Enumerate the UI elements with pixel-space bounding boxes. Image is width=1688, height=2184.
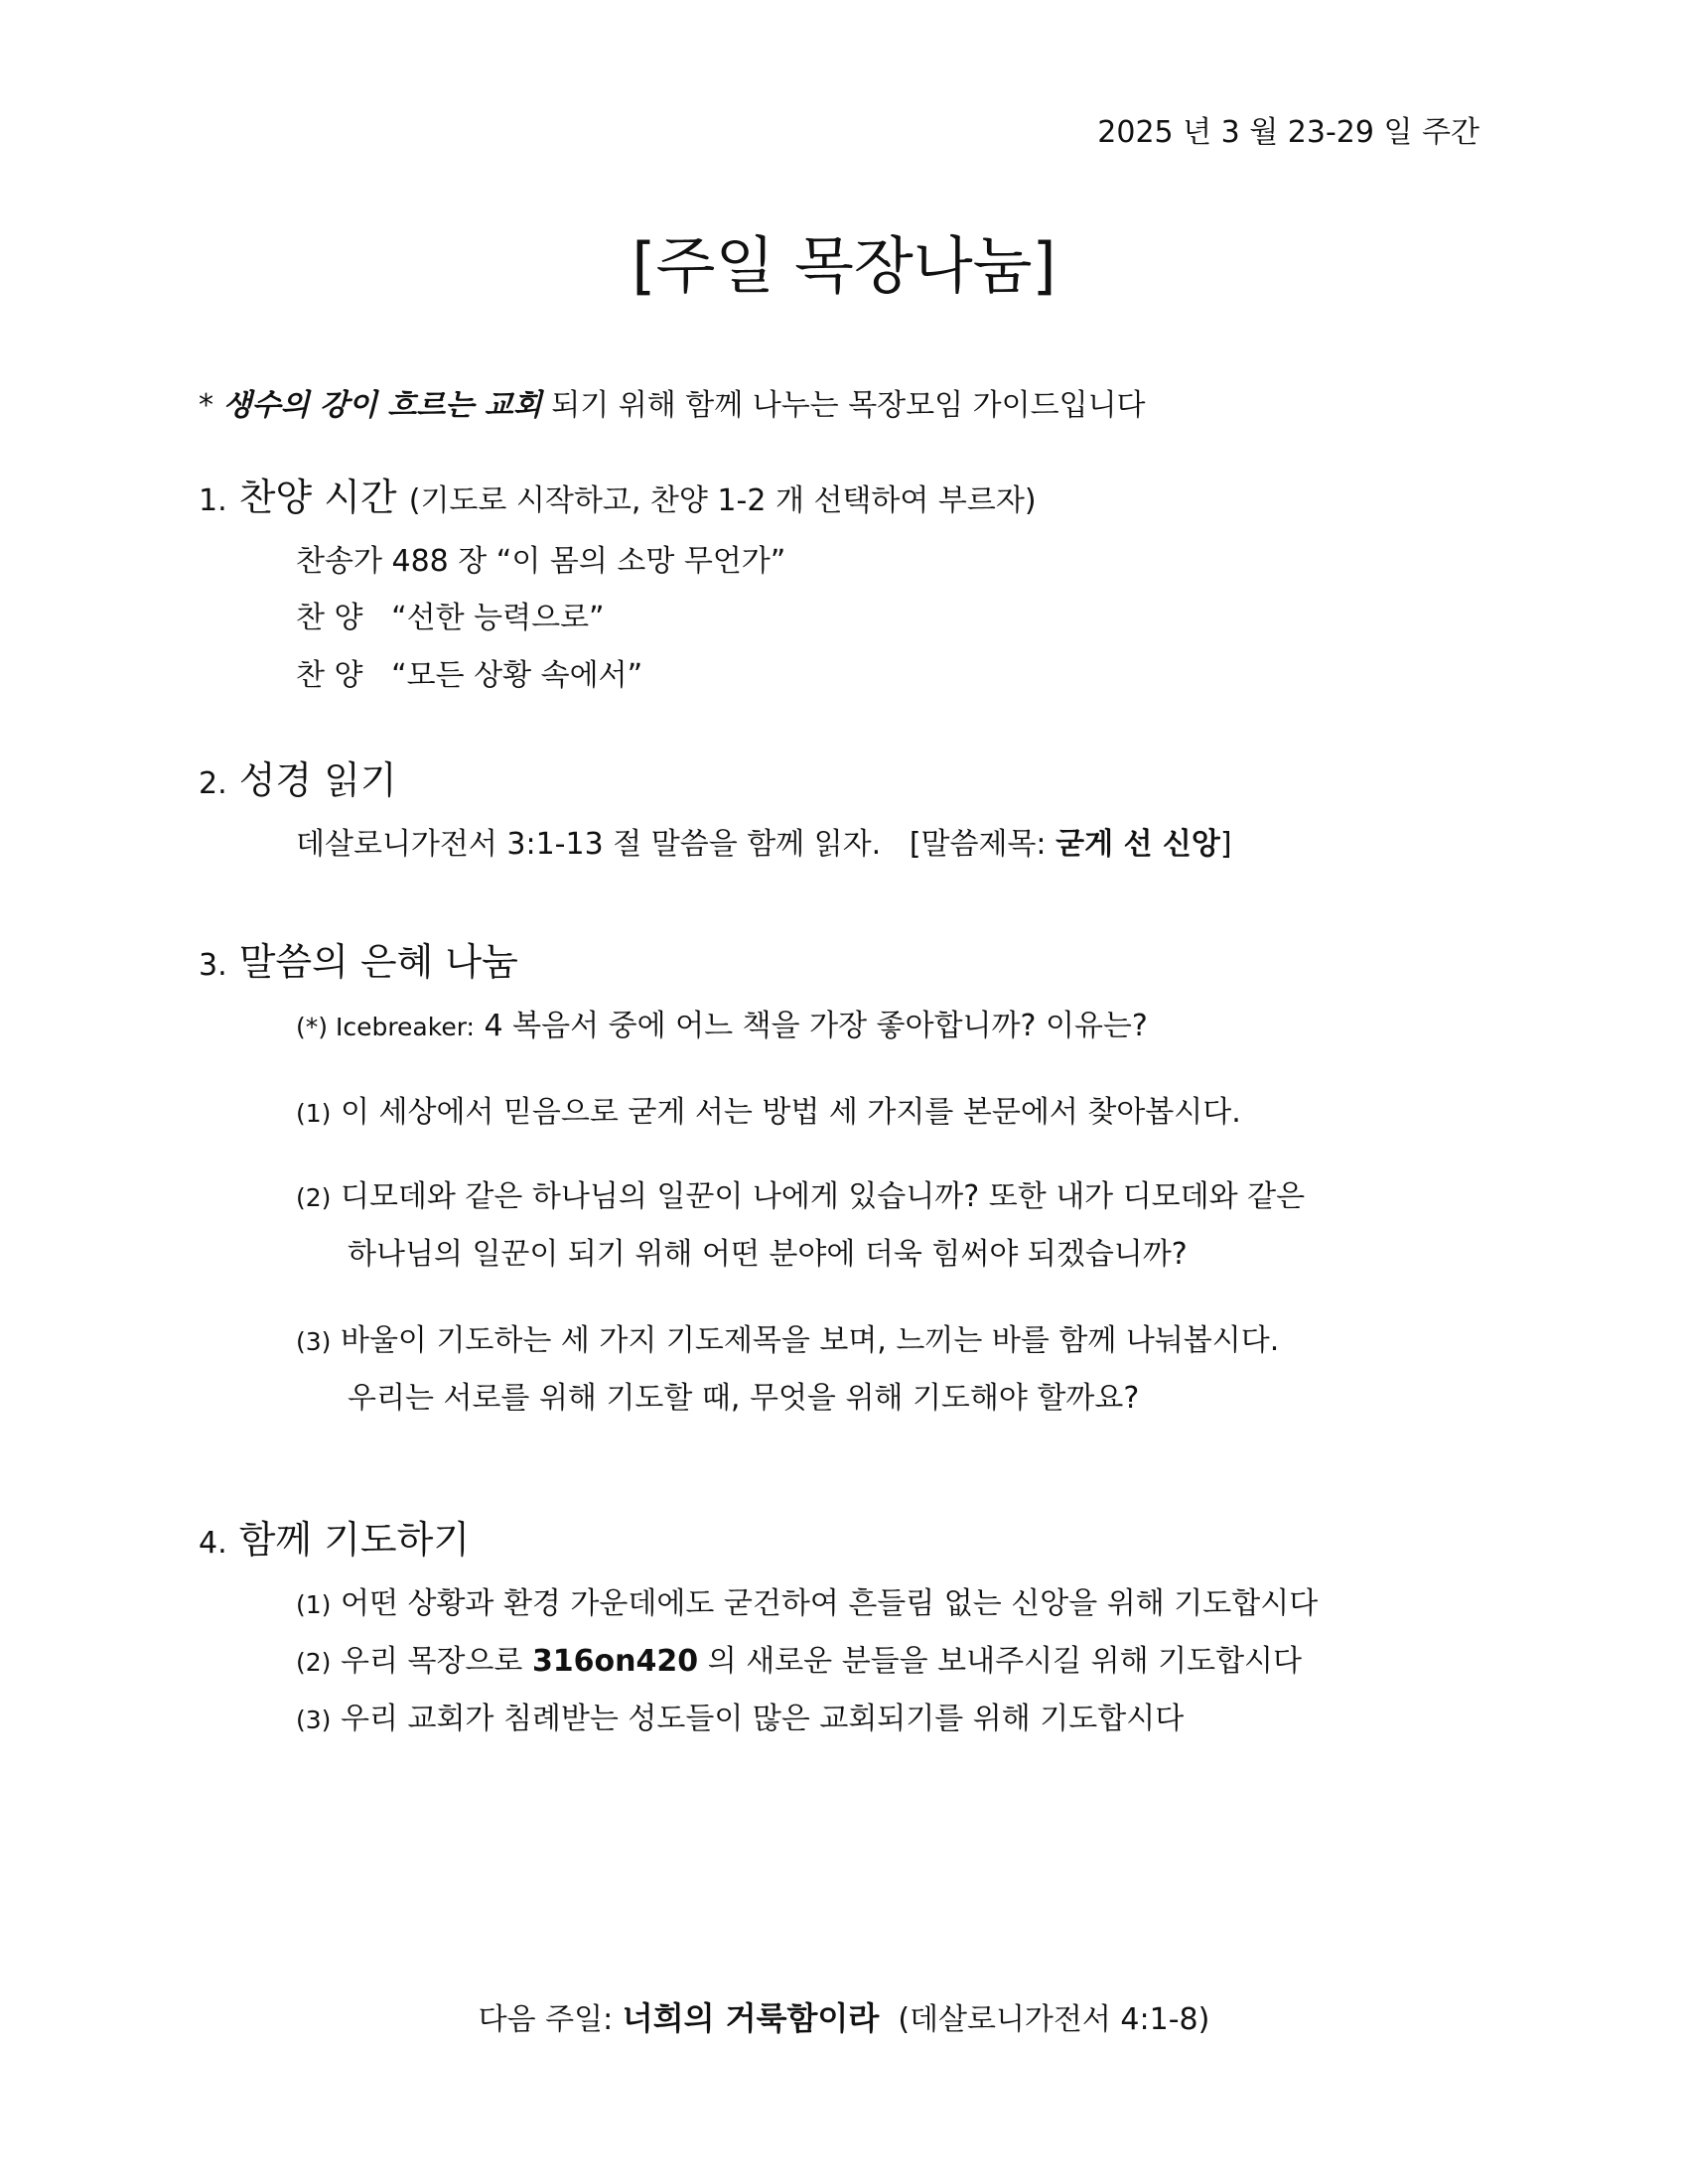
intro-line [199, 380, 1146, 424]
scripture-reading [296, 819, 1232, 863]
section-4-title: 함께 기도하기 [238, 1518, 471, 1562]
intro-emphasis: 생수의 강이 흐르는 교회 [222, 388, 542, 423]
section-2-heading [199, 750, 397, 804]
next-scripture-reference: (데살로니가전서 4:1-8) [898, 2002, 1210, 2037]
intro-text: 되기 위해 함께 나누는 목장모임 가이드입니다 [551, 388, 1146, 423]
section-3-title: 말씀의 은혜 나눔 [238, 940, 518, 984]
week-date: 2025 년 3 월 23-29 일 주간 [1097, 115, 1479, 150]
question-3-continued: 우리는 서로를 위해 기도할 때, 무엇을 위해 기도해야 할까요? [348, 1381, 1140, 1416]
next-sunday [0, 1993, 1688, 2039]
section-4-number: 4. [199, 1526, 227, 1561]
question-2-continued: 하나님의 일꾼이 되기 위해 어떤 분야에 더욱 힘써야 되겠습니까? [348, 1237, 1188, 1272]
icebreaker-question: 4 복음서 중에 어느 책을 가장 좋아합니까? 이유는? [484, 1009, 1148, 1043]
prayer-text: 우리 교회가 침례받는 성도들이 많은 교회되기를 위해 기도합시다 [340, 1702, 1185, 1736]
section-3-heading [199, 931, 518, 986]
intro-bullet: * [199, 388, 213, 423]
prayer-group-name: 316on420 [531, 1644, 699, 1679]
page-title: [주일 목장나눔] [632, 229, 1056, 302]
next-sunday-label: 다음 주일: [478, 2002, 614, 2037]
question-3 [296, 1315, 1279, 1359]
reading-text: 데살로니가전서 3:1-13 절 말씀을 함께 읽자. [296, 827, 882, 862]
question-1 [296, 1087, 1241, 1131]
prayer-2 [296, 1636, 1302, 1680]
icebreaker [296, 1001, 1148, 1044]
sermon-title: 굳게 선 신앙 [1055, 827, 1220, 862]
prayer-number: (3) [296, 1706, 332, 1734]
question-number: (1) [296, 1099, 332, 1128]
icebreaker-label: (*) Icebreaker: [296, 1013, 475, 1041]
prayer-text-end: 의 새로운 분들을 보내주시길 위해 기도합시다 [707, 1644, 1303, 1679]
section-2-title: 성경 읽기 [238, 758, 397, 802]
prayer-text: 어떤 상황과 환경 가운데에도 굳건하여 흔들림 없는 신앙을 위해 기도합시다 [340, 1586, 1319, 1621]
question-text: 디모데와 같은 하나님의 일꾼이 나에게 있습니까? 또한 내가 디모데와 같은 [340, 1179, 1306, 1214]
question-text: 바울이 기도하는 세 가지 기도제목을 보며, 느끼는 바를 함께 나눠봅시다. [340, 1323, 1280, 1358]
prayer-number: (2) [296, 1648, 332, 1677]
section-1-heading [199, 467, 1037, 521]
prayer-3 [296, 1694, 1184, 1737]
section-1-number: 1. [199, 483, 227, 518]
next-sermon-title: 너희의 거룩함이라 [622, 1999, 880, 2037]
hymn-line: 찬송가 488 장 “이 몸의 소망 무언가” [296, 544, 786, 579]
question-number: (3) [296, 1327, 332, 1356]
praise-song-2: 찬 양 “모든 상황 속에서” [296, 658, 643, 693]
question-text: 이 세상에서 믿음으로 굳게 서는 방법 세 가지를 본문에서 찾아봅시다. [340, 1095, 1241, 1130]
prayer-text: 우리 목장으로 [340, 1644, 523, 1679]
section-1-title: 찬양 시간 [238, 476, 397, 519]
section-1-note: (기도로 시작하고, 찬양 1-2 개 선택하여 부르자) [408, 483, 1037, 518]
sermon-prefix: [말씀제목: [909, 827, 1056, 862]
prayer-1 [296, 1578, 1318, 1622]
prayer-number: (1) [296, 1590, 332, 1619]
question-2 [296, 1171, 1305, 1215]
question-number: (2) [296, 1183, 332, 1212]
sermon-suffix: ] [1219, 827, 1232, 862]
section-2-number: 2. [199, 766, 227, 801]
praise-song-1: 찬 양 “선한 능력으로” [296, 601, 605, 635]
section-3-number: 3. [199, 948, 227, 983]
section-4-heading [199, 1509, 470, 1564]
